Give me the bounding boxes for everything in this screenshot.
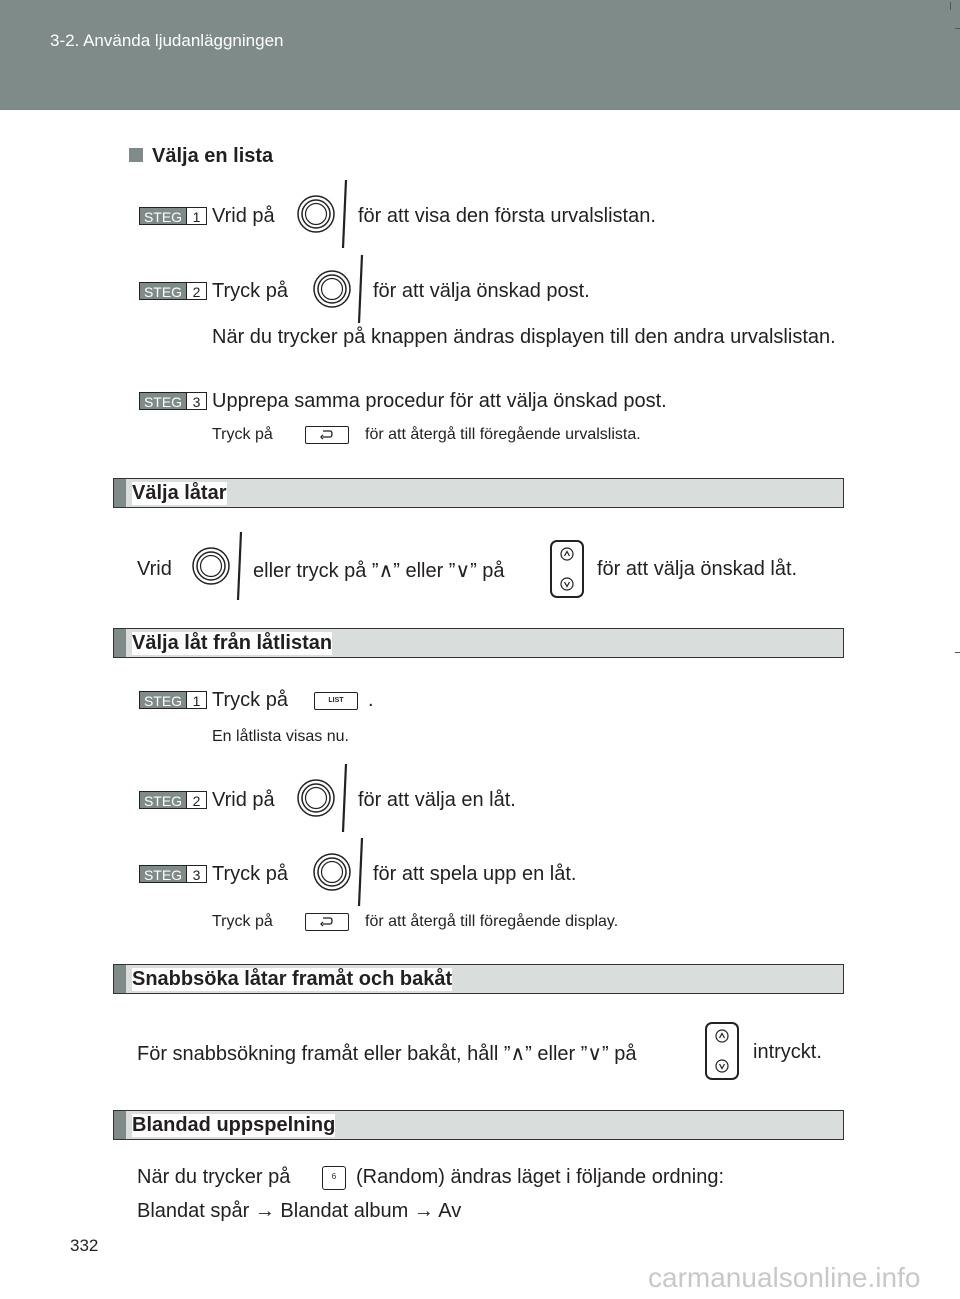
tune-select-knob-icon xyxy=(312,836,372,910)
step-text: . xyxy=(368,689,374,711)
step-note: När du trycker på knappen ändras displayen till den andra urvalslistan. xyxy=(212,326,836,348)
step-text: för att visa den första urvalslistan. xyxy=(358,205,656,227)
section-title-valja-lista: Välja en lista xyxy=(129,145,273,168)
page-header xyxy=(0,0,960,110)
crop-mark xyxy=(955,652,960,653)
step-text: Tryck på xyxy=(212,280,288,302)
back-button-icon xyxy=(305,426,349,444)
section-bar-valja-lat-fran-latlistan xyxy=(113,628,844,658)
step-text: för att välja önskad post. xyxy=(373,280,590,302)
body-text: (Random) ändras läget i följande ordning: xyxy=(356,1166,724,1188)
up-down-seek-button-icon xyxy=(705,1022,739,1080)
tip-text: Tryck på xyxy=(212,913,273,930)
step-text: Vrid på xyxy=(212,789,275,811)
square-bullet-icon xyxy=(129,148,143,162)
crop-mark xyxy=(955,28,960,29)
tip-text: för att återgå till föregående display. xyxy=(365,913,619,930)
tip-text: Tryck på xyxy=(212,426,273,443)
section-title: Blandad uppspelning xyxy=(132,1114,336,1136)
tune-select-knob-icon xyxy=(296,762,356,836)
random-order-text: Blandat spår → Blandat album → Av xyxy=(137,1200,462,1222)
steg-badge: STEG 2 xyxy=(139,282,207,300)
crop-mark xyxy=(950,2,951,10)
back-button-icon xyxy=(305,913,349,931)
random-6-button-icon: 6 xyxy=(322,1166,346,1190)
body-text: För snabbsökning framåt eller bakåt, håll ”∧” eller ”∨” på xyxy=(137,1043,637,1065)
steg-badge: STEG 3 xyxy=(139,865,207,883)
list-button-icon: LIST xyxy=(314,692,358,710)
section-title: Snabbsöka låtar framåt och bakåt xyxy=(132,968,453,990)
section-title: Välja låtar xyxy=(132,482,227,504)
steg-badge: STEG 1 xyxy=(139,691,207,709)
tune-select-knob-icon xyxy=(312,253,372,327)
step-text: för att spela upp en låt. xyxy=(373,863,577,885)
steg-badge: STEG 3 xyxy=(139,392,207,410)
section-breadcrumb: 3-2. Använda ljudanläggningen xyxy=(50,31,284,50)
tip-text: för att återgå till föregående urvalslista. xyxy=(365,426,641,443)
page-number: 332 xyxy=(70,1236,99,1255)
watermark-logo: carmanualsonline.info xyxy=(648,1262,921,1293)
step-text: för att välja en låt. xyxy=(358,789,516,811)
step-note: En låtlista visas nu. xyxy=(212,728,349,745)
body-text: När du trycker på xyxy=(137,1166,291,1188)
body-text: intryckt. xyxy=(753,1041,822,1063)
body-text: för att välja önskad låt. xyxy=(597,558,798,580)
steg-badge: STEG 1 xyxy=(139,207,207,225)
step-text: Upprepa samma procedur för att välja önskad post. xyxy=(212,390,667,412)
up-down-seek-button-icon xyxy=(550,540,584,598)
step-text: Tryck på xyxy=(212,863,288,885)
section-bar-blandad-uppspelning xyxy=(113,1110,844,1140)
body-text: eller tryck på ”∧” eller ”∨” på xyxy=(253,560,505,582)
section-bar-snabbsoka xyxy=(113,964,844,994)
step-text: Tryck på xyxy=(212,689,288,711)
section-bar-valja-latar xyxy=(113,478,844,508)
tune-select-knob-icon xyxy=(191,530,251,604)
tune-select-knob-icon xyxy=(296,178,356,252)
steg-badge: STEG 2 xyxy=(139,791,207,809)
step-text: Vrid på xyxy=(212,205,275,227)
body-text: Vrid xyxy=(137,558,172,580)
section-title: Välja låt från låtlistan xyxy=(132,632,333,654)
